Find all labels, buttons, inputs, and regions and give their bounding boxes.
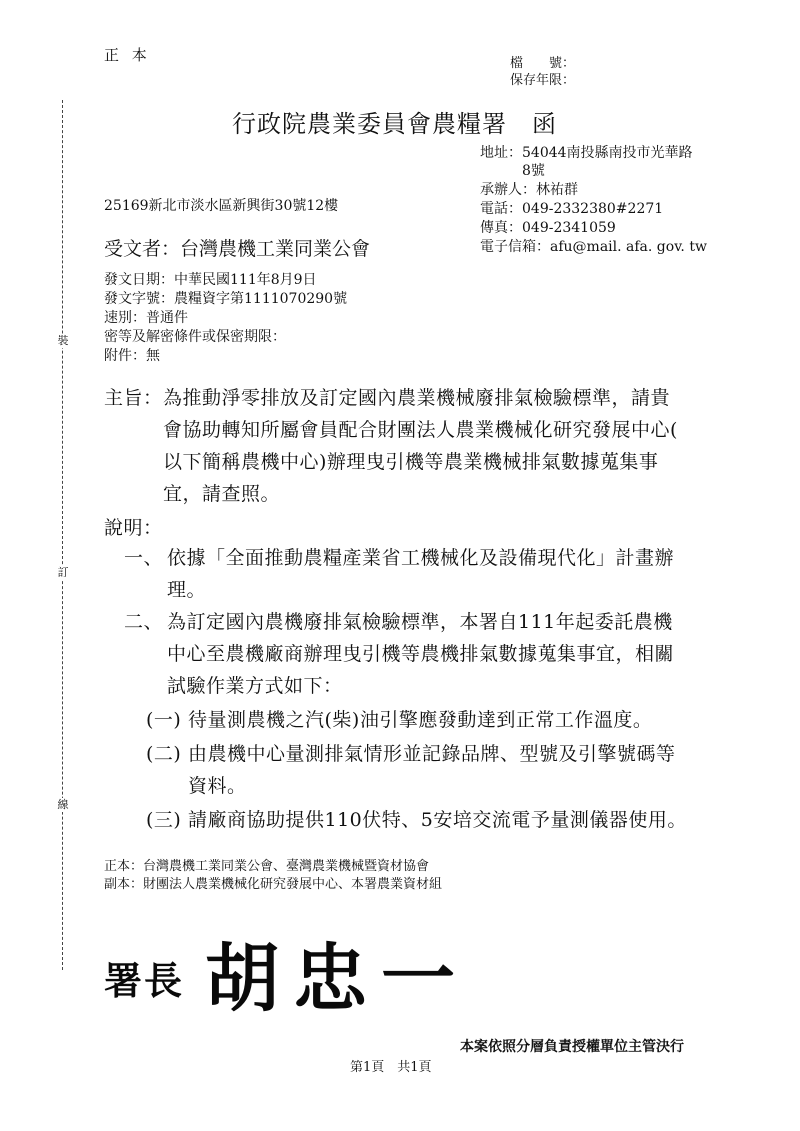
- page-title: 行政院農業委員會農糧署 函: [232, 110, 557, 138]
- sub-item-line: 待量測農機之汽(柴)油引擎應發動達到正常工作溫度。: [188, 709, 653, 731]
- handler: 承辦人：林祐群: [480, 182, 578, 198]
- sub-item-number: (二): [146, 743, 182, 765]
- phone: 電話：049-2332380#2271: [480, 201, 664, 217]
- binding-dashed-line: [62, 100, 63, 970]
- speed-class: 速別：普通件: [104, 310, 188, 326]
- item-line: 為訂定國內農機廢排氣檢驗標準，本署自111年起委託農機: [167, 611, 673, 633]
- item-number: 二、: [124, 611, 164, 633]
- subject-label: 主旨：: [104, 387, 163, 409]
- file-number-label: 檔 號：: [510, 56, 576, 71]
- binding-mark-zhuang: 裝: [57, 334, 69, 347]
- fax: 傳真：049-2341059: [480, 220, 616, 236]
- subject-line: 宜，請查照。: [163, 483, 281, 505]
- secrecy-level: 密等及解密條件或保密期限：: [104, 329, 286, 345]
- binding-mark-ding: 訂: [57, 566, 69, 579]
- binding-mark-xian: 線: [57, 798, 69, 811]
- sub-item-line: 由農機中心量測排氣情形並記錄品牌、型號及引擎號碼等: [188, 743, 676, 765]
- copy-recipients-secondary: 副本：財團法人農業機械化研究發展中心、本署農業資材組: [104, 877, 443, 892]
- subject-line: 會協助轉知所屬會員配合財團法人農業機械化研究發展中心(: [163, 419, 678, 441]
- explanation-label: 說明：: [104, 517, 163, 539]
- copy-mark: 正 本: [104, 46, 151, 64]
- copy-recipients-main: 正本：台灣農機工業同業公會、臺灣農業機械暨資材協會: [104, 859, 430, 874]
- issue-date: 發文日期：中華民國111年8月9日: [104, 272, 317, 288]
- item-line: 中心至農機廠商辦理曳引機等農機排氣數據蒐集事宜，相關: [167, 643, 675, 665]
- sub-item-line: 請廠商協助提供110伏特、5安培交流電予量測儀器使用。: [188, 809, 687, 831]
- recipient-address: 25169新北市淡水區新興街30號12樓: [104, 198, 339, 214]
- recipient: 受文者：台灣農機工業同業公會: [104, 238, 371, 260]
- item-line: 理。: [167, 579, 207, 601]
- sender-address-line2: 8號: [522, 163, 545, 179]
- item-line: 依據「全面推動農糧產業省工機械化及設備現代化」計畫辦: [167, 547, 675, 569]
- sub-item-number: (一): [146, 709, 182, 731]
- item-line: 試驗作業方式如下：: [167, 675, 343, 697]
- subject-line: 為推動淨零排放及訂定國內農業機械廢排氣檢驗標準，請貴: [163, 387, 671, 409]
- subject-line: 以下簡稱農機中心)辦理曳引機等農業機械排氣數據蒐集事: [163, 451, 659, 473]
- signature-title: 署長: [104, 959, 185, 1003]
- retention-label: 保存年限：: [510, 73, 576, 88]
- item-number: 一、: [124, 547, 164, 569]
- delegation-note: 本案依照分層負責授權單位主管決行: [460, 1039, 684, 1055]
- email: 電子信箱：afu@mail. afa. gov. tw: [480, 239, 707, 255]
- sub-item-number: (三): [146, 809, 182, 831]
- sender-address-line1: 地址：54044南投縣南投市光華路: [480, 145, 693, 161]
- signature-name: 胡忠一: [205, 936, 469, 1022]
- sub-item-line: 資料。: [188, 775, 247, 797]
- document-number: 發文字號：農糧資字第1111070290號: [104, 291, 348, 307]
- attachment: 附件：無: [104, 348, 160, 364]
- page-footer: 第1頁 共1頁: [350, 1060, 432, 1075]
